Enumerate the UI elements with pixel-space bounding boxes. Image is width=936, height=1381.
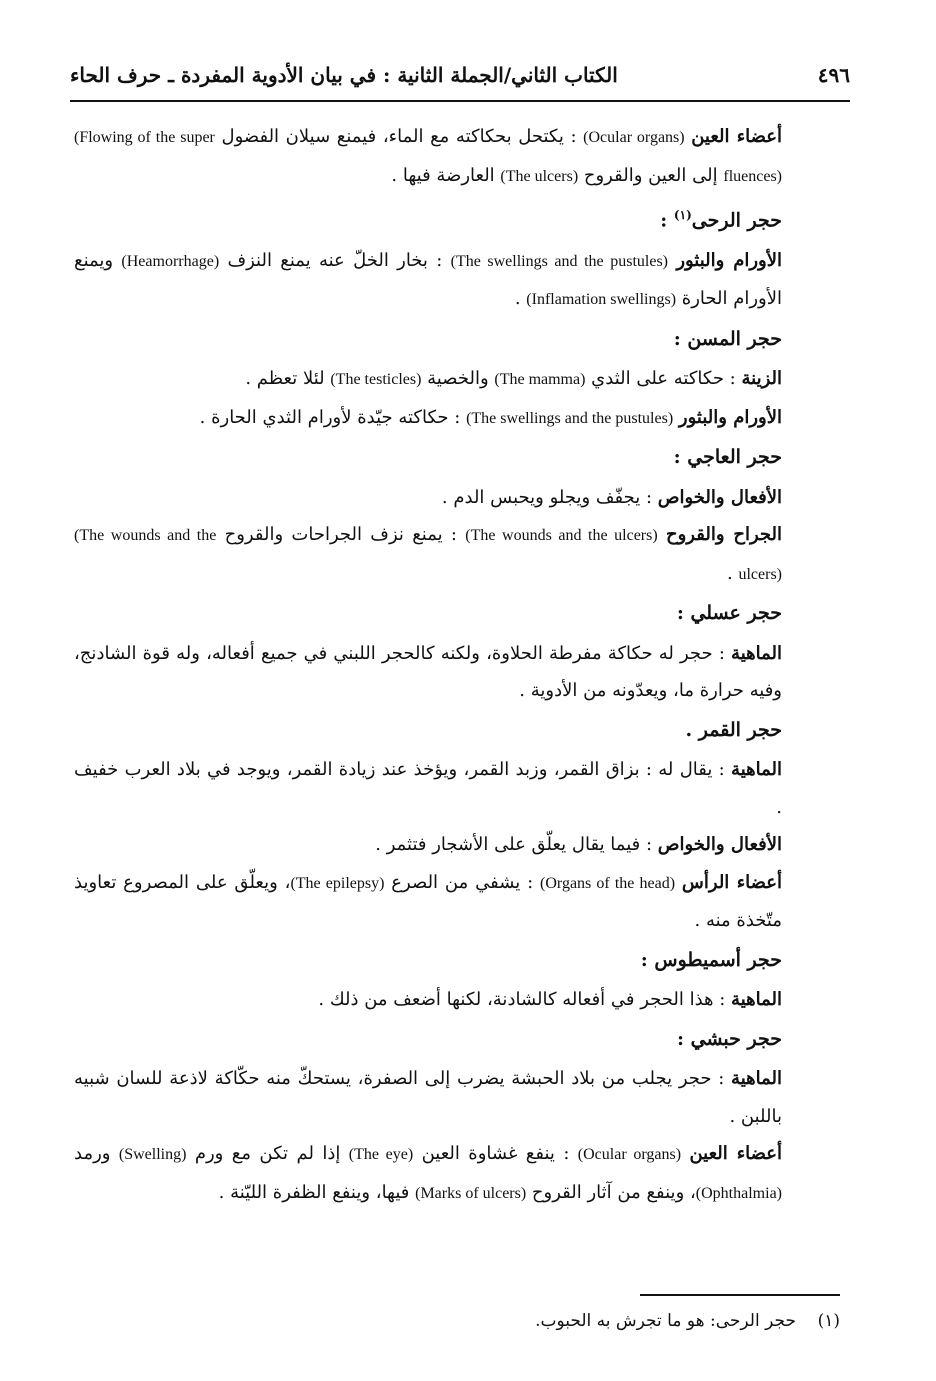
entry-heading <box>74 439 844 477</box>
english-gloss: (The swellings and the pustules) <box>450 252 668 270</box>
footnote-text: حجر الرحى: هو ما تجرش به الحبوب. <box>535 1311 796 1331</box>
english-gloss: (Ocular organs) <box>583 129 685 146</box>
footnote <box>400 1306 840 1336</box>
entry-term: أعضاء الرأس <box>681 871 783 893</box>
entry-term: الماهية <box>731 642 782 664</box>
heading-text: حجر المسن : <box>673 327 782 350</box>
entry-heading <box>74 197 844 240</box>
entry-paragraph <box>74 751 844 826</box>
arabic-text: فيها، وينفع الظفرة الليّنة . <box>218 1181 416 1203</box>
arabic-text <box>658 524 666 545</box>
main-text <box>74 118 844 1212</box>
english-gloss: (The swellings and the pustules) <box>466 409 674 427</box>
english-gloss: (Marks of ulcers) <box>415 1184 527 1202</box>
heading-text: حجر عسلي : <box>676 602 782 625</box>
footnote-reference: (١) <box>673 208 692 222</box>
arabic-text: : حجر يجلب من بلاد الحبشة يضرب إلى الصفرة، يستحكّ منه حكّاكة لاذعة للسان شبيه باللبن . <box>74 1068 782 1127</box>
arabic-text: : بخار الخلّ عنه يمنع النزف <box>219 249 451 271</box>
entry-term: الماهية <box>731 989 782 1011</box>
arabic-text <box>675 872 682 893</box>
english-gloss: (Ocular organs) <box>577 1146 682 1164</box>
arabic-text: لئلا تعظم . <box>245 368 331 390</box>
english-gloss: (Swelling) <box>118 1146 187 1164</box>
heading-text: حجر العاجي : <box>673 446 782 469</box>
footnote-marker: (١) <box>817 1311 840 1331</box>
entry-term: أعضاء العين <box>689 1143 783 1165</box>
arabic-text: ويمنع الأورام الحارة <box>74 249 782 310</box>
english-gloss: (Ophthalmia) <box>695 1184 782 1202</box>
heading-text: حجر حبشي : <box>676 1027 782 1050</box>
entry-paragraph <box>74 399 844 438</box>
arabic-text: ، وينفع من آثار القروح <box>526 1181 696 1203</box>
arabic-text: إلى العين والقروح <box>578 164 724 186</box>
entry-term: الأفعال والخواص <box>657 486 782 508</box>
arabic-text: والخصية <box>421 368 495 390</box>
entry-term: الأورام والبثور <box>676 249 782 271</box>
arabic-text: : حجر له حكاكة مفرطة الحلاوة، ولكنه كالحجر اللبني في جميع أفعاله، وله قوة الشادنج، وفيه حرارة ما، ويعدّونه من الأدوية . <box>74 642 782 702</box>
heading-suffix: : <box>660 209 674 232</box>
entry-term: الماهية <box>731 1068 782 1090</box>
entry-paragraph <box>74 360 844 399</box>
running-header <box>70 52 850 98</box>
entry-term: الأورام والبثور <box>678 406 782 428</box>
footnote-rule <box>640 1294 840 1296</box>
english-gloss: (Flowing of the super fluences) <box>74 129 782 185</box>
arabic-text: . <box>514 288 527 310</box>
entry-term: الماهية <box>731 759 782 781</box>
english-gloss: (The epilepsy) <box>290 874 385 892</box>
entry-heading <box>74 1021 844 1059</box>
entry-term: أعضاء العين <box>691 126 782 147</box>
arabic-text: إذا لم تكن مع ورم <box>186 1143 349 1165</box>
entry-term: الزينة <box>741 368 782 390</box>
heading-text: حجر أسميطوس : <box>640 948 782 971</box>
page-number: ٤٩٦ <box>817 63 850 87</box>
arabic-text: : حكاكته جيّدة لأورام الثدي الحارة . <box>199 406 467 428</box>
header-rule <box>70 100 850 102</box>
entry-paragraph <box>74 242 844 319</box>
arabic-text: العارضة فيها . <box>391 164 501 186</box>
entry-heading <box>74 712 844 750</box>
english-gloss: (The ulcers) <box>500 167 579 185</box>
arabic-text: : هذا الحجر في أفعاله كالشادنة، لكنها أضعف من ذلك . <box>318 989 732 1011</box>
english-gloss: (The testicles) <box>330 371 422 389</box>
english-gloss: (Organs of the head) <box>540 874 676 892</box>
entry-paragraph <box>74 864 844 940</box>
english-gloss: (The wounds and the ulcers) <box>465 527 658 545</box>
entry-heading <box>74 595 844 633</box>
entry-paragraph <box>74 516 844 593</box>
english-gloss: (The mamma) <box>494 371 586 389</box>
entry-heading <box>74 942 844 980</box>
arabic-text: : يمنع نزف الجراحات والقروح <box>216 524 466 546</box>
entry-paragraph <box>74 826 844 864</box>
entry-paragraph <box>74 1060 844 1135</box>
english-gloss: (The eye) <box>348 1146 414 1164</box>
arabic-text: ورمد <box>74 1143 119 1165</box>
arabic-text: : يجفّف ويجلو ويحبس الدم . <box>441 486 658 508</box>
arabic-text: : يكتحل بحكاكته مع الماء، فيمنع سيلان الفضول <box>214 126 584 147</box>
heading-text: حجر الرحى <box>691 209 782 232</box>
entry-paragraph <box>74 479 844 517</box>
entry-paragraph <box>74 981 844 1019</box>
heading-text: حجر القمر . <box>685 718 782 741</box>
arabic-text: . <box>727 562 739 584</box>
arabic-text: : يشفي من الصرع <box>384 871 541 893</box>
arabic-text: : فيما يقال يعلّق على الأشجار فتثمر . <box>375 834 658 856</box>
english-gloss: (Inflamation swellings) <box>526 291 677 309</box>
arabic-text: ، ويعلّق على المصروع تعاويذ متّخذة منه . <box>74 871 782 932</box>
english-gloss: (The wounds and the ulcers) <box>74 527 782 583</box>
entry-paragraph <box>74 1135 844 1212</box>
arabic-text: : ينفع غشاوة العين <box>413 1143 578 1165</box>
english-gloss: (Heamorrhage) <box>121 252 220 270</box>
entry-paragraph <box>74 118 844 195</box>
entry-term: الجراح والقروح <box>665 524 782 546</box>
running-title: الكتاب الثاني/الجملة الثانية : في بيان الأدوية المفردة ـ حرف الحاء <box>70 63 618 87</box>
entry-heading <box>74 321 844 359</box>
entry-paragraph <box>74 635 844 710</box>
arabic-text: : يقال له : بزاق القمر، وزبد القمر، ويؤخذ عند زيادة القمر، ويوجد في بلاد العرب خفيف . <box>74 759 782 818</box>
arabic-text: : حكاكته على الثدي <box>585 368 742 390</box>
entry-term: الأفعال والخواص <box>657 834 782 856</box>
